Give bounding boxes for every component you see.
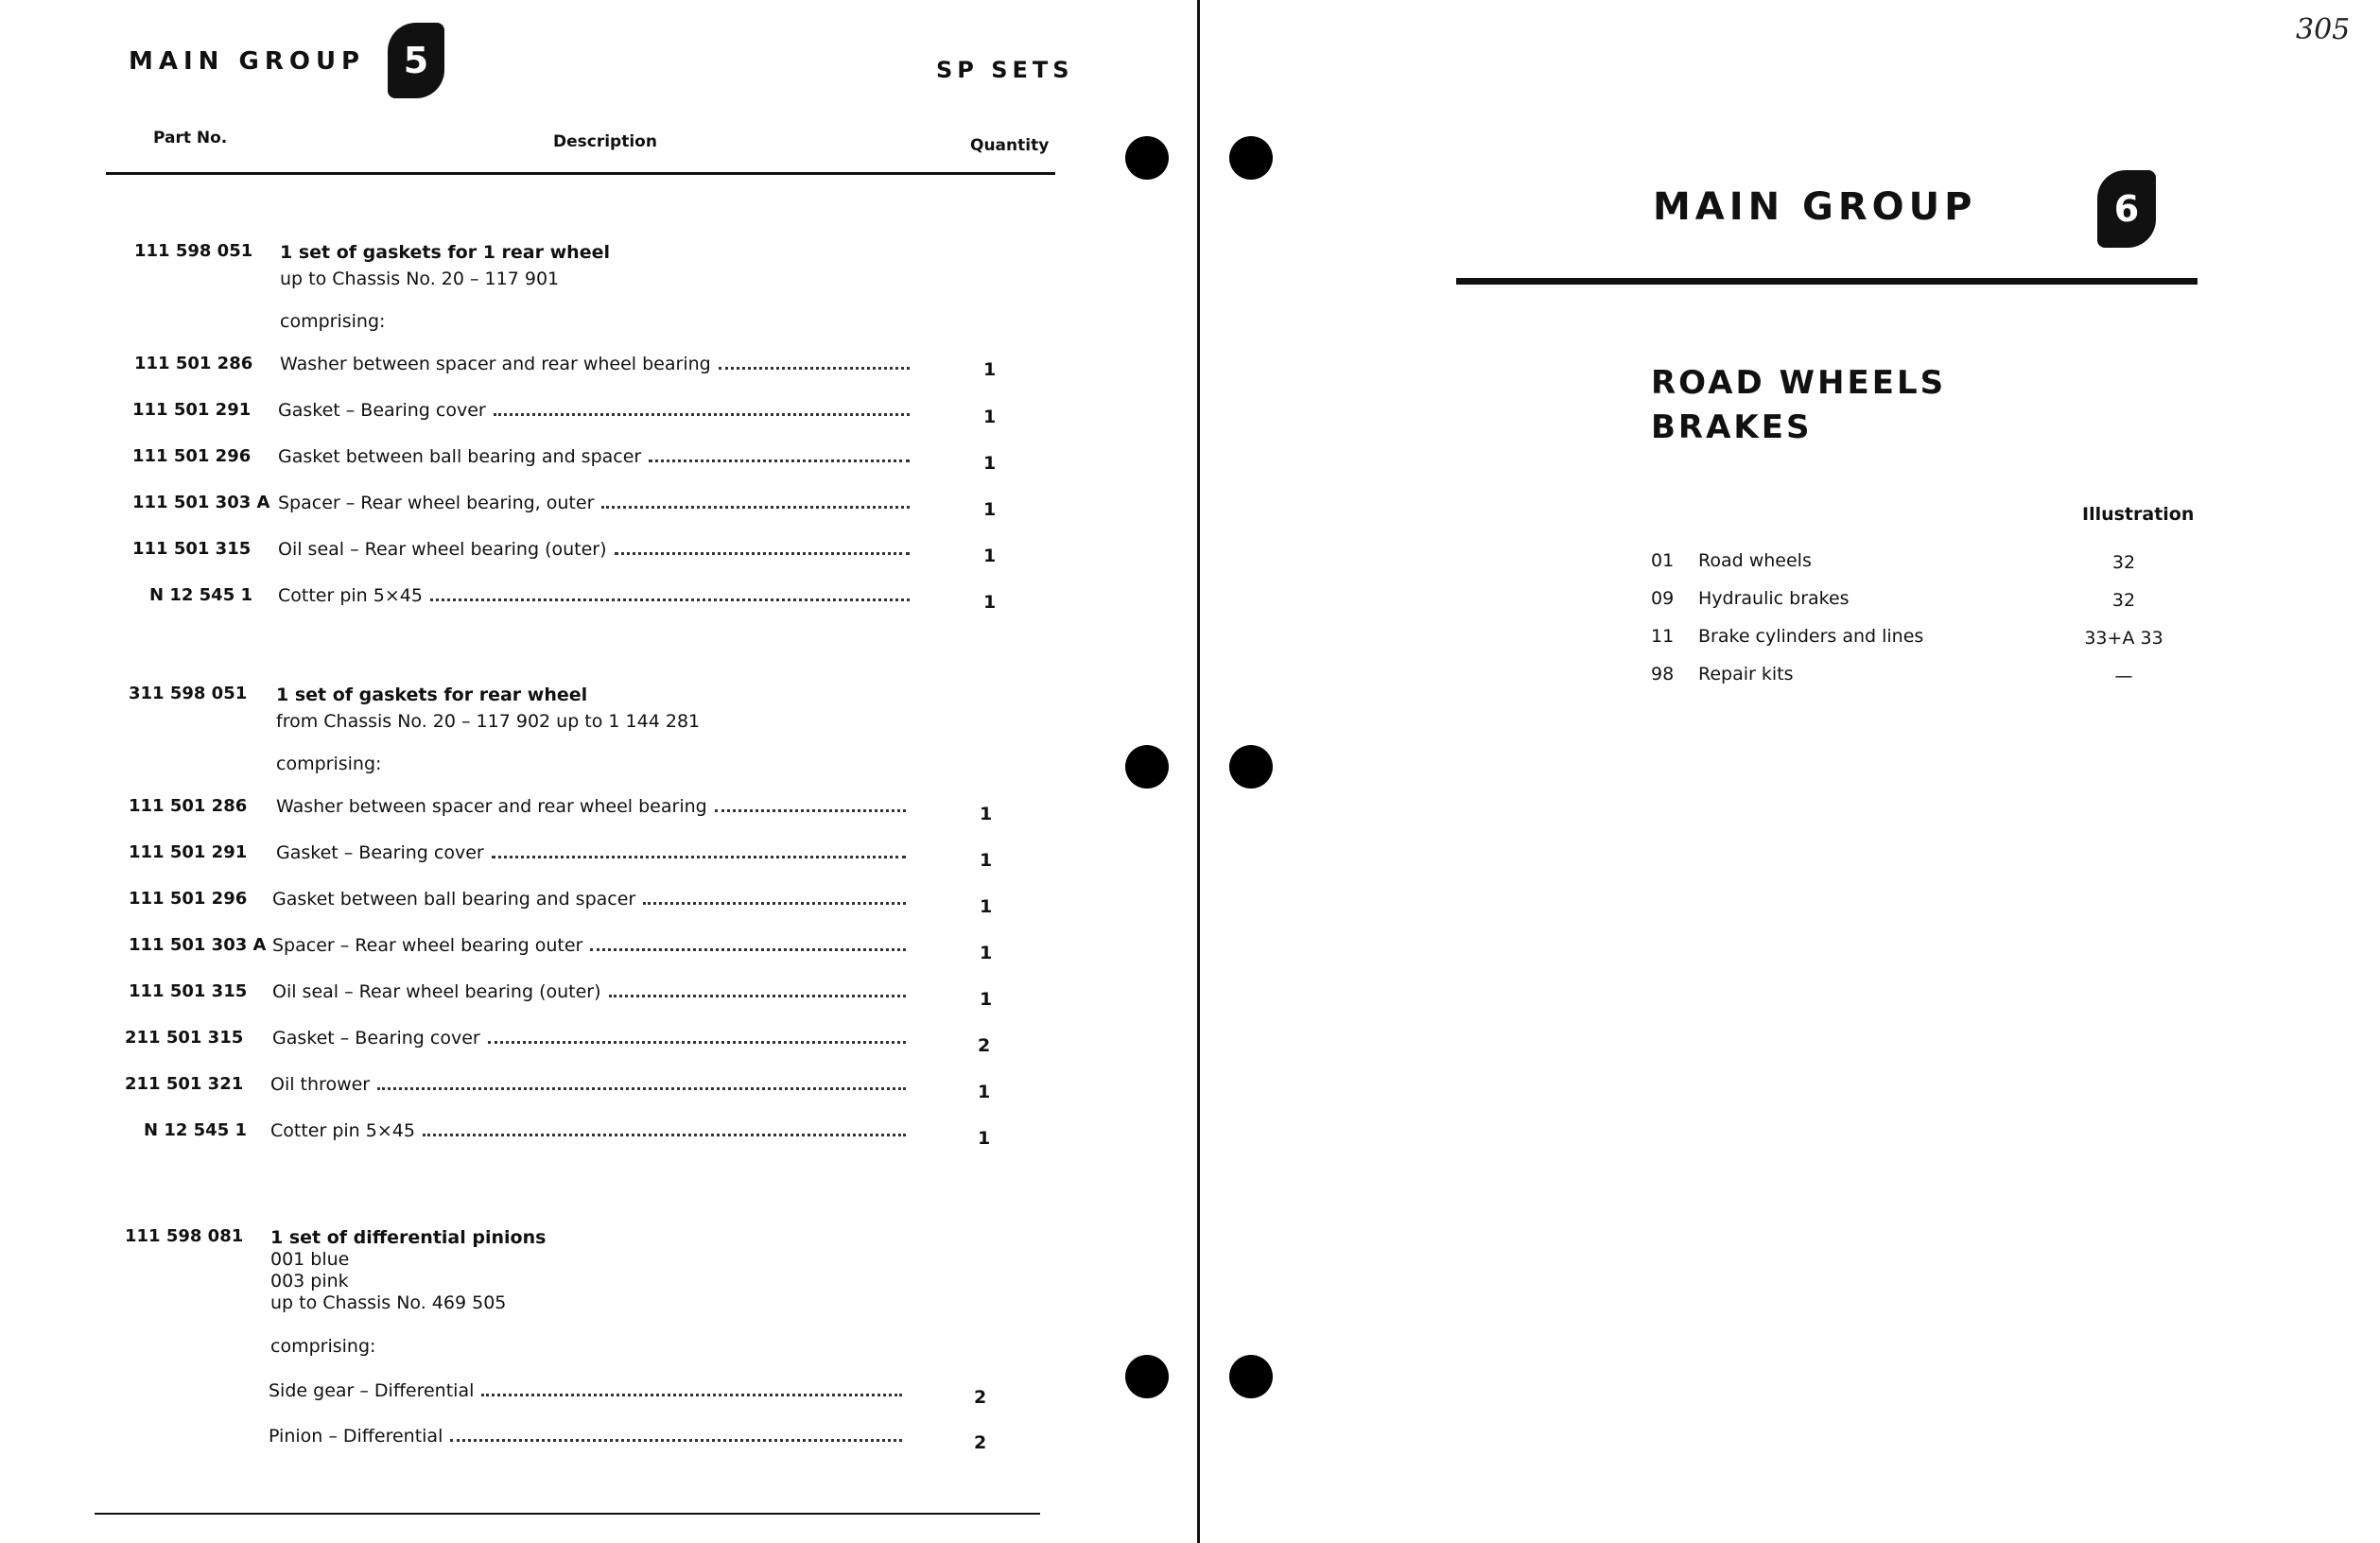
part-number: 111 501 315 [129,981,248,1001]
contents-number: 98 [1651,664,1675,685]
contents-illustration: 32 [2111,590,2136,611]
contents-number: 09 [1651,588,1675,609]
group-number-badge: 5 [388,23,444,98]
contents-number: 01 [1651,550,1675,571]
part-number: 111 501 286 [129,796,248,816]
part-number: 111 501 303 A [132,493,270,512]
part-number: 211 501 315 [125,1028,244,1048]
header-rule [106,172,1055,175]
page-divider [1197,0,1200,1543]
part-description: Oil thrower [270,1074,906,1095]
part-quantity: 2 [974,1432,987,1453]
part-number: N 12 545 1 [149,585,253,605]
set-note: up to Chassis No. 469 505 [270,1292,507,1313]
section-title: SP SETS [936,57,1074,83]
binder-hole [1125,136,1169,180]
part-number: 111 501 296 [129,889,248,909]
part-quantity: 1 [983,359,997,380]
part-number: 111 501 315 [132,539,252,559]
part-description: Gasket between ball bearing and spacer [272,889,906,910]
set-title: 1 set of gaskets for rear wheel [276,685,588,705]
part-number: 111 501 303 A [129,935,267,955]
part-quantity: 1 [980,943,993,963]
part-quantity: 1 [980,850,993,871]
part-number: 111 501 291 [132,400,252,420]
binder-hole [1229,136,1273,180]
contents-name: Brake cylinders and lines [1698,626,1924,647]
contents-name: Repair kits [1698,664,1794,685]
part-description: Washer between spacer and rear wheel bearing [280,354,910,374]
part-quantity: 1 [983,499,997,520]
binder-hole [1125,1355,1169,1398]
handwritten-page-number: 305 [2296,13,2351,46]
part-number: N 12 545 1 [144,1120,248,1140]
part-quantity: 1 [980,989,993,1010]
contents-name: Hydraulic brakes [1698,588,1850,609]
contents-name: Road wheels [1698,550,1812,571]
column-header-quantity: Quantity [970,136,1050,155]
part-description: Gasket between ball bearing and spacer [278,446,910,467]
part-number: 111 501 296 [132,446,252,466]
part-description: Gasket – Bearing cover [272,1028,906,1049]
contents-illustration: 32 [2111,552,2136,573]
column-header-part-no: Part No. [153,129,228,147]
part-quantity: 1 [980,804,993,824]
main-group-title: MAIN GROUP [129,47,366,76]
set-part-number: 111 598 051 [134,241,253,261]
contents-illustration: 33+A 33 [2084,628,2163,649]
part-description: Gasket – Bearing cover [278,400,910,421]
part-quantity: 1 [980,896,993,917]
main-group-title: MAIN GROUP [1653,185,1977,229]
contents-number: 11 [1651,626,1675,647]
heading-line-1: ROAD WHEELS [1651,364,1947,402]
binder-hole [1229,745,1273,789]
set-note: up to Chassis No. 20 – 117 901 [280,269,560,289]
part-description: Spacer – Rear wheel bearing outer [272,935,906,956]
group-number-badge: 6 [2097,170,2156,248]
part-description: Pinion – Differential [269,1426,902,1447]
part-number: 111 501 291 [129,842,248,862]
part-description: Oil seal – Rear wheel bearing (outer) [278,539,910,560]
part-quantity: 1 [983,592,997,613]
part-quantity: 1 [978,1082,991,1102]
footer-rule [95,1513,1040,1515]
part-description: Gasket – Bearing cover [276,842,906,863]
set-title: 1 set of differential pinions [270,1227,547,1248]
part-description: Oil seal – Rear wheel bearing (outer) [272,981,906,1002]
part-description: Cotter pin 5×45 [270,1120,906,1141]
part-quantity: 1 [983,453,997,474]
set-title: 1 set of gaskets for 1 rear wheel [280,242,610,263]
set-part-number: 311 598 051 [129,684,248,703]
part-description: Side gear – Differential [269,1380,902,1401]
set-note: from Chassis No. 20 – 117 902 up to 1 144 281 [276,711,701,732]
part-quantity: 1 [983,546,997,566]
part-quantity: 1 [978,1128,991,1149]
set-note: 001 blue [270,1249,350,1270]
part-quantity: 1 [983,407,997,427]
set-note: 003 pink [270,1271,349,1292]
column-header-description: Description [553,132,657,151]
binder-hole [1125,745,1169,789]
part-description: Spacer – Rear wheel bearing, outer [278,493,910,513]
part-number: 111 501 286 [134,354,253,373]
title-rule [1456,278,2198,285]
comprising-label: comprising: [276,754,382,774]
part-description: Washer between spacer and rear wheel bearing [276,796,906,817]
binder-hole [1229,1355,1273,1398]
comprising-label: comprising: [270,1336,376,1357]
set-part-number: 111 598 081 [125,1226,244,1246]
illustration-header: Illustration [2082,504,2195,525]
part-description: Cotter pin 5×45 [278,585,910,606]
part-quantity: 2 [974,1387,987,1408]
part-quantity: 2 [978,1035,991,1056]
contents-illustration: — [2114,666,2133,686]
comprising-label: comprising: [280,311,386,332]
heading-line-2: BRAKES [1651,408,1813,446]
part-number: 211 501 321 [125,1074,244,1094]
